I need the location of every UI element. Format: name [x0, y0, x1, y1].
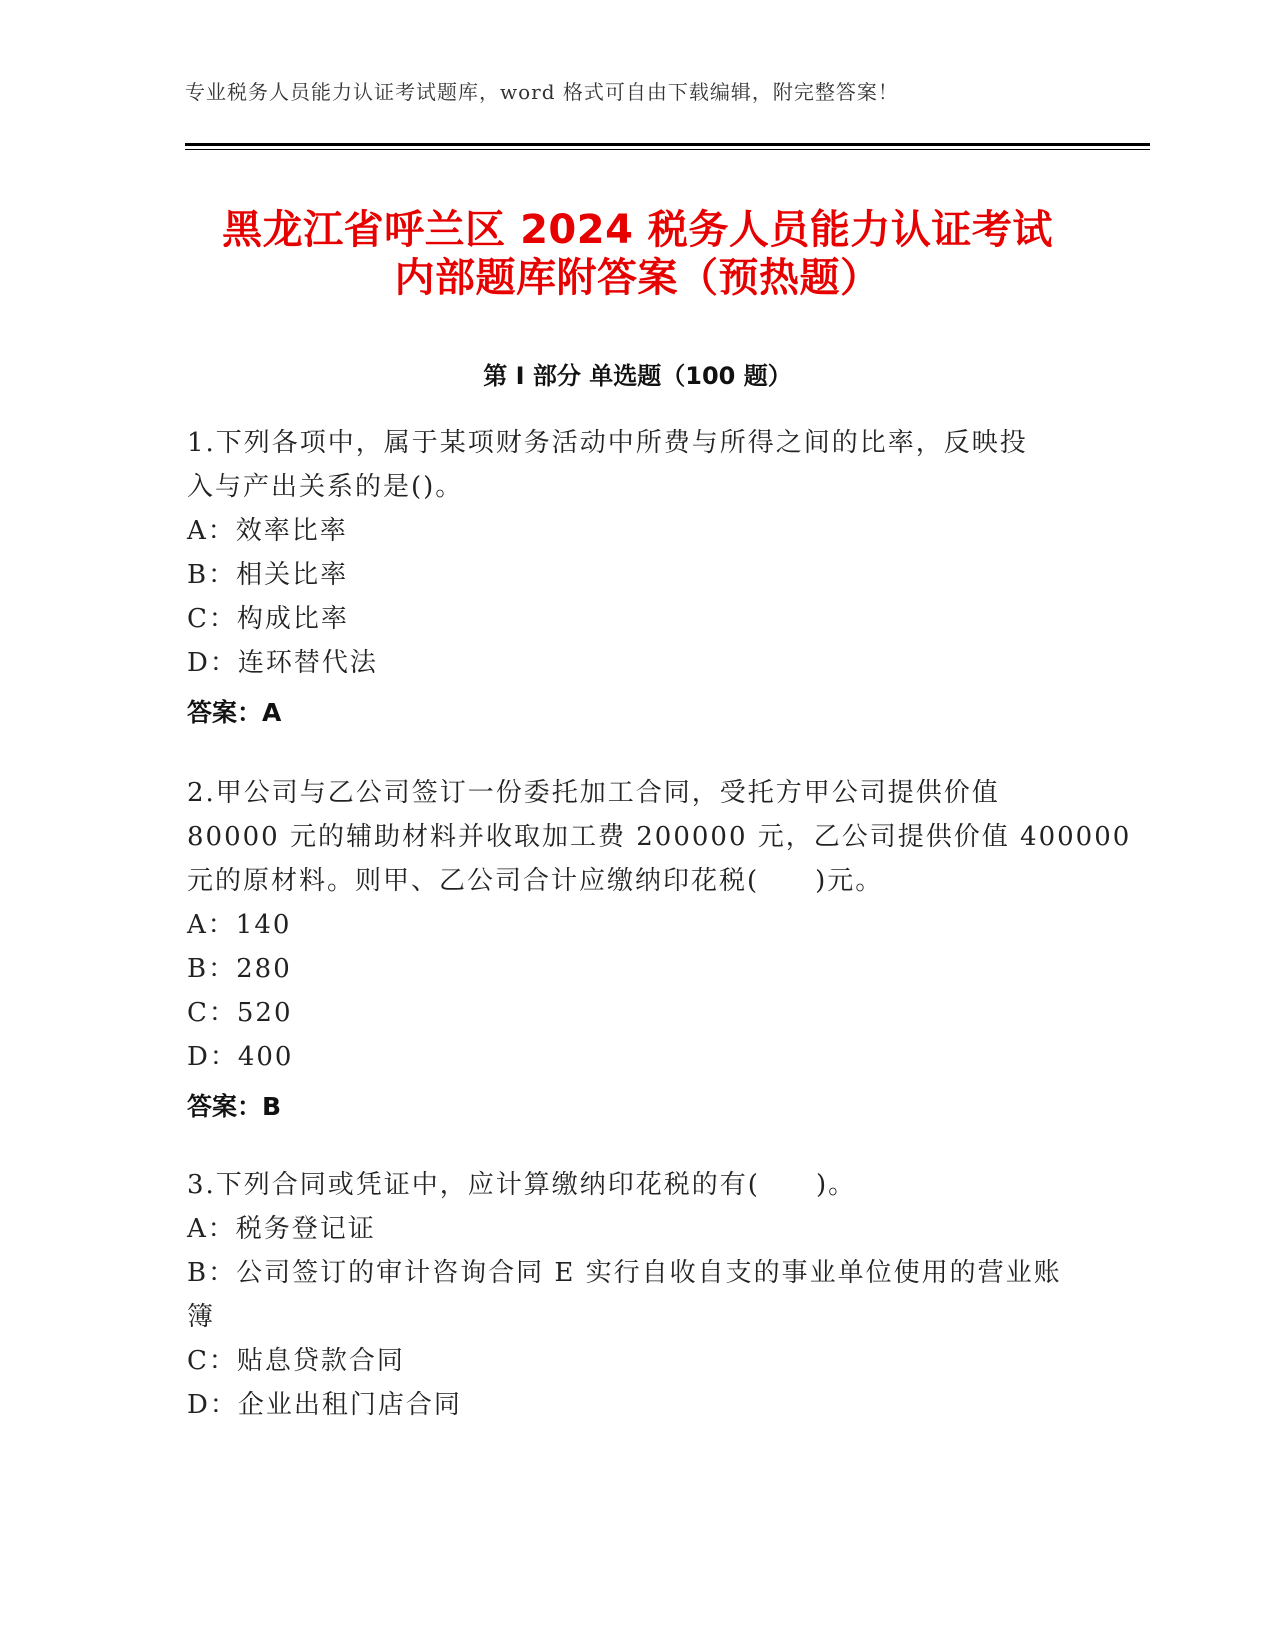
question-2-stem-line-3: 元的原材料。则甲、乙公司合计应缴纳印花税( )元。	[187, 866, 884, 896]
question-2-stem-line-1: 2.甲公司与乙公司签订一份委托加工合同，受托方甲公司提供价值	[187, 778, 1000, 808]
page-header-text: 专业税务人员能力认证考试题库，word 格式可自由下载编辑，附完整答案！	[185, 80, 899, 104]
header-divider-thin	[185, 149, 1150, 150]
question-1-option-d: D：连环替代法	[187, 648, 378, 678]
question-1-stem-line-2: 入与产出关系的是()。	[187, 472, 464, 502]
header-divider-thick	[185, 143, 1150, 146]
question-2-option-b: B：280	[187, 954, 292, 984]
question-1-option-a: A：效率比率	[187, 516, 348, 546]
question-3-option-b-continued: 簿	[187, 1302, 216, 1332]
question-2-stem-line-2: 80000 元的辅助材料并收取加工费 200000 元，乙公司提供价值 400000	[187, 822, 1132, 852]
question-1-answer: 答案：A	[187, 698, 282, 727]
question-3-option-d: D：企业出租门店合同	[187, 1390, 462, 1420]
question-1-stem-line-1: 1.下列各项中，属于某项财务活动中所费与所得之间的比率，反映投	[187, 428, 1028, 458]
question-3-stem-line-1: 3.下列合同或凭证中，应计算缴纳印花税的有( )。	[187, 1170, 857, 1200]
section-title: 第 I 部分 单选题（100 题）	[483, 362, 792, 390]
question-2-option-a: A：140	[187, 910, 292, 940]
question-1-option-b: B：相关比率	[187, 560, 349, 590]
question-3-option-a: A：税务登记证	[187, 1214, 376, 1244]
document-title-line-2: 内部题库附答案（预热题）	[394, 255, 881, 301]
document-title-line-1: 黑龙江省呼兰区 2024 税务人员能力认证考试	[222, 207, 1053, 253]
question-1-option-c: C：构成比率	[187, 604, 349, 634]
question-3-option-b: B：公司签订的审计咨询合同 E 实行自收自支的事业单位使用的营业账	[187, 1258, 1062, 1288]
question-2-answer: 答案：B	[187, 1092, 282, 1121]
question-2-option-d: D：400	[187, 1042, 294, 1072]
question-2-option-c: C：520	[187, 998, 293, 1028]
question-3-option-c: C：贴息贷款合同	[187, 1346, 405, 1376]
